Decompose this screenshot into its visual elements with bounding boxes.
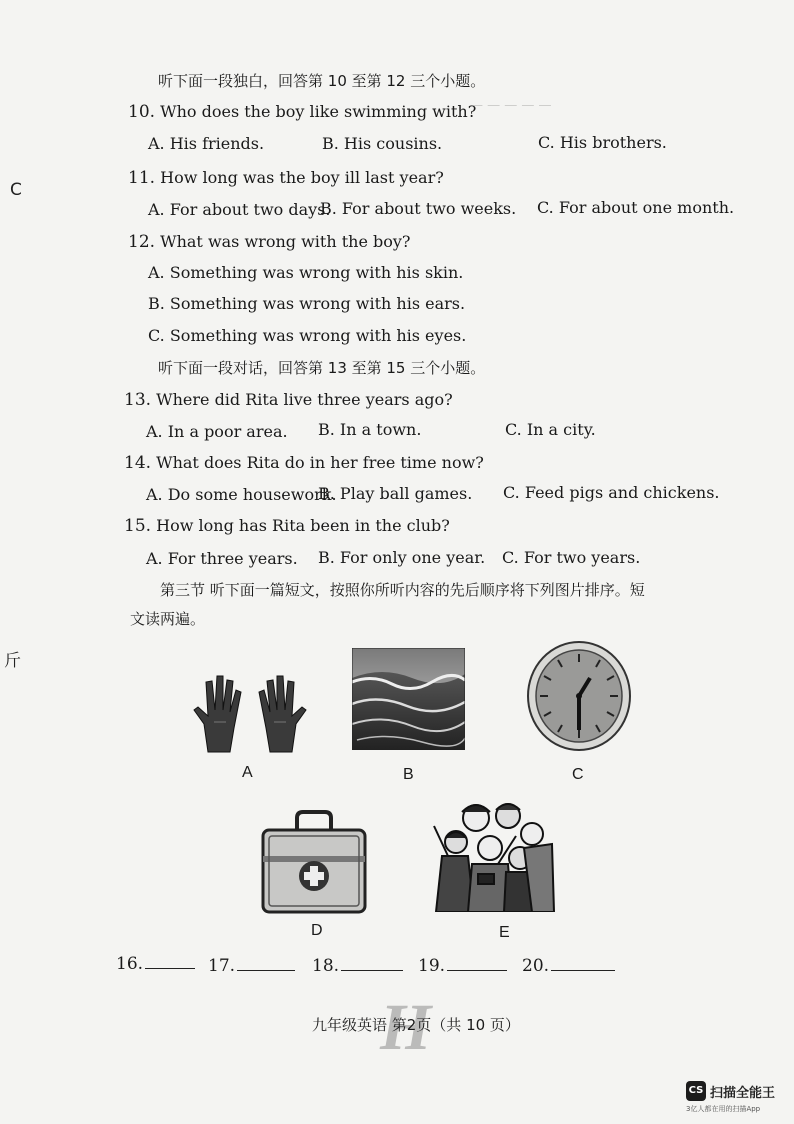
picture-label-a: A — [242, 764, 253, 781]
question-14: 14. What does Rita do in her free time now? — [124, 453, 484, 473]
monologue-instruction: 听下面一段独白，回答第 10 至第 12 三个小题。 — [158, 72, 486, 90]
question-11: 11. How long was the boy ill last year? — [128, 168, 444, 188]
sea-waves-icon — [352, 648, 465, 754]
answer-17-blank[interactable] — [237, 969, 295, 971]
camscanner-name: 扫描全能王 — [710, 1086, 776, 1101]
answer-19-blank[interactable] — [447, 969, 507, 971]
q15-option-a: A. For three years. — [146, 549, 298, 568]
q12-option-c: C. Something was wrong with his eyes. — [148, 326, 467, 345]
section3-instruction-line2: 文读两遍。 — [130, 610, 206, 628]
dialogue-instruction: 听下面一段对话，回答第 13 至第 15 三个小题。 — [158, 359, 486, 377]
answer-18: 18. — [312, 956, 403, 976]
gloves-icon — [190, 672, 310, 758]
q11-option-a: A. For about two days. — [148, 200, 331, 219]
picture-label-d: D — [311, 922, 323, 939]
camscanner-tagline: 3亿人都在用的扫描App — [686, 1105, 761, 1113]
margin-char: 斤 — [4, 651, 21, 671]
margin-letter: C — [10, 180, 22, 200]
clock-icon — [526, 640, 632, 756]
q15-option-b: B. For only one year. — [318, 548, 486, 567]
answer-16-blank[interactable] — [145, 967, 195, 969]
answer-20: 20. — [522, 956, 615, 976]
camscanner-logo-icon: CS — [686, 1081, 706, 1101]
q15-option-c: C. For two years. — [502, 548, 641, 567]
picture-label-b: B — [403, 766, 414, 783]
question-13: 13. Where did Rita live three years ago? — [124, 390, 453, 410]
q10-option-b: B. His cousins. — [322, 134, 443, 153]
q13-option-c: C. In a city. — [505, 420, 596, 439]
question-10: 10. Who does the boy like swimming with? — [128, 102, 477, 122]
q12-option-a: A. Something was wrong with his skin. — [148, 263, 464, 282]
section3-instruction-line1: 第三节 听下面一篇短文，按照你所听内容的先后顺序将下列图片排序。短 — [160, 581, 645, 599]
crowd-cheering-icon — [428, 796, 558, 916]
q11-option-c: C. For about one month. — [537, 198, 735, 217]
q10-option-c: C. His brothers. — [538, 133, 667, 152]
answer-16: 16. — [116, 954, 195, 974]
page-footer: 九年级英语 第2页（共 10 页） — [312, 1016, 520, 1034]
question-12: 12. What was wrong with the boy? — [128, 232, 411, 252]
answer-19: 19. — [418, 956, 507, 976]
q14-option-a: A. Do some housework. — [146, 485, 337, 504]
q12-option-b: B. Something was wrong with his ears. — [148, 294, 466, 313]
answer-17: 17. — [208, 956, 295, 976]
q14-option-c: C. Feed pigs and chickens. — [503, 483, 720, 502]
answer-20-blank[interactable] — [551, 969, 615, 971]
bleed-through-text: — — — — — — [470, 98, 552, 113]
first-aid-kit-icon — [259, 810, 369, 918]
q13-option-a: A. In a poor area. — [146, 422, 288, 441]
answer-18-blank[interactable] — [341, 969, 403, 971]
picture-label-e: E — [499, 924, 510, 941]
q10-option-a: A. His friends. — [148, 134, 265, 153]
watermark-letter: H — [380, 991, 432, 1064]
q11-option-b: B. For about two weeks. — [320, 199, 517, 218]
q13-option-b: B. In a town. — [318, 420, 422, 439]
question-15: 15. How long has Rita been in the club? — [124, 516, 450, 536]
picture-label-c: C — [572, 766, 584, 783]
q14-option-b: B. Play ball games. — [318, 484, 473, 503]
